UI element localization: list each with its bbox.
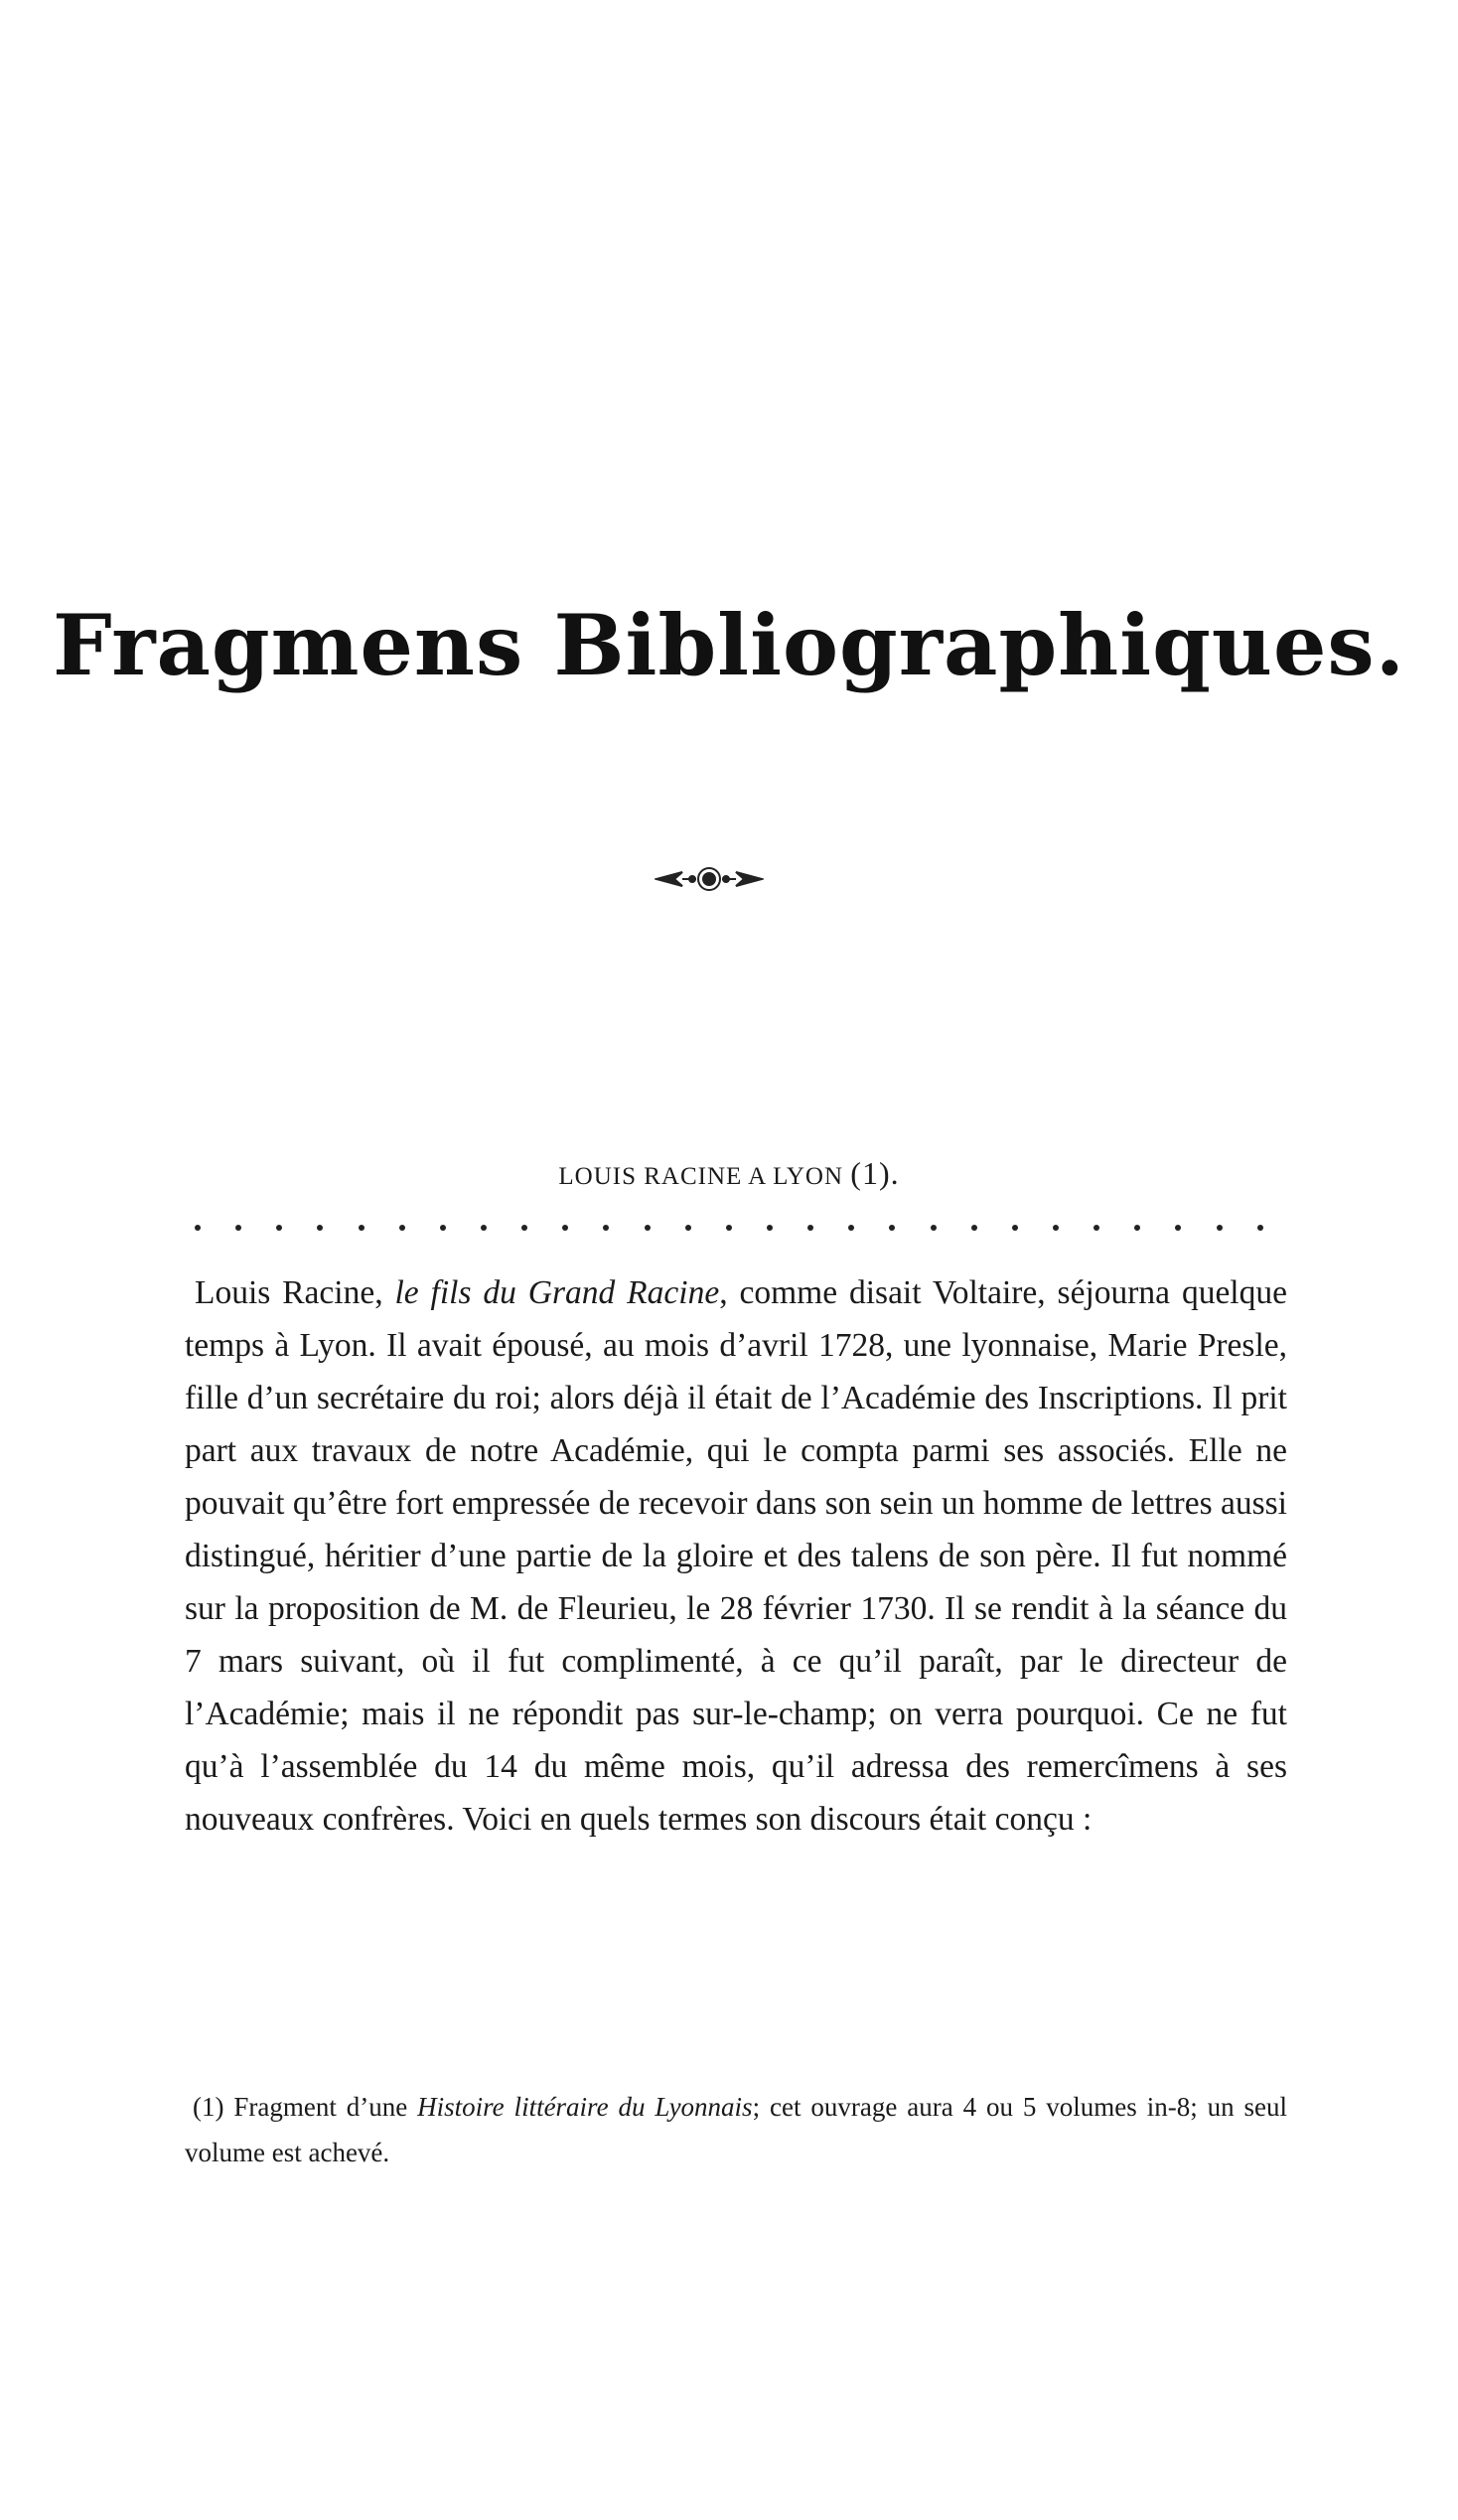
footnote-start: (1) Fragment d’une (193, 2092, 418, 2122)
page-title: Fragmens Bibliographiques. (53, 596, 1405, 694)
body-text-start: Louis Racine, (195, 1274, 395, 1311)
body-text-rest: , comme disait Voltaire, séjourna quelque temps à Lyon. Il avait épousé, au mois d’avril 1728, une lyonnaise, Marie Presle, fille d’un secrétaire du roi; alors déjà il était de l’Académie des Inscriptions. Il prit part aux travaux de notre Académie, qui le compta parmi ses associés. Elle ne pouvait qu’être fort empressée de recevoir dans son sein un homme de lettres aussi distingué, héritier d’une partie de la gloire et des talens de son père. Il fut nommé sur la proposition de M. de Fleurieu, le 28 février 1730. Il se rendit à la séance du 7 mars suivant, où il fut complimenté, à ce qu’il paraît, par le directeur de l’Académie; mais il ne répondit pas sur-le-champ; on verra pourquoi. Ce ne fut qu’à l’assemblée du 14 du même mois, qu’il adressa des remercîmens à ses nouveaux confrères. Voici en quels termes son discours était conçu : (185, 1274, 1287, 1838)
footnote (185, 2084, 1287, 2175)
fleuron-ornament-icon (655, 864, 764, 894)
footnote-rest: ; cet ouvrage aura 4 ou 5 volumes in-8; un seul volume est achevé. (185, 2092, 1288, 2167)
body-paragraph (185, 1266, 1287, 1846)
section-heading (0, 1155, 1458, 1192)
footnote-reference: (1). (850, 1155, 900, 1191)
section-heading-name: LOUIS RACINE A LYON (558, 1163, 844, 1190)
footnote-italic: Histoire littéraire du Lyonnais (417, 2092, 753, 2122)
body-text-italic: le fils du Grand Racine (394, 1274, 720, 1311)
ellipsis-dot-leader (195, 1225, 1263, 1231)
